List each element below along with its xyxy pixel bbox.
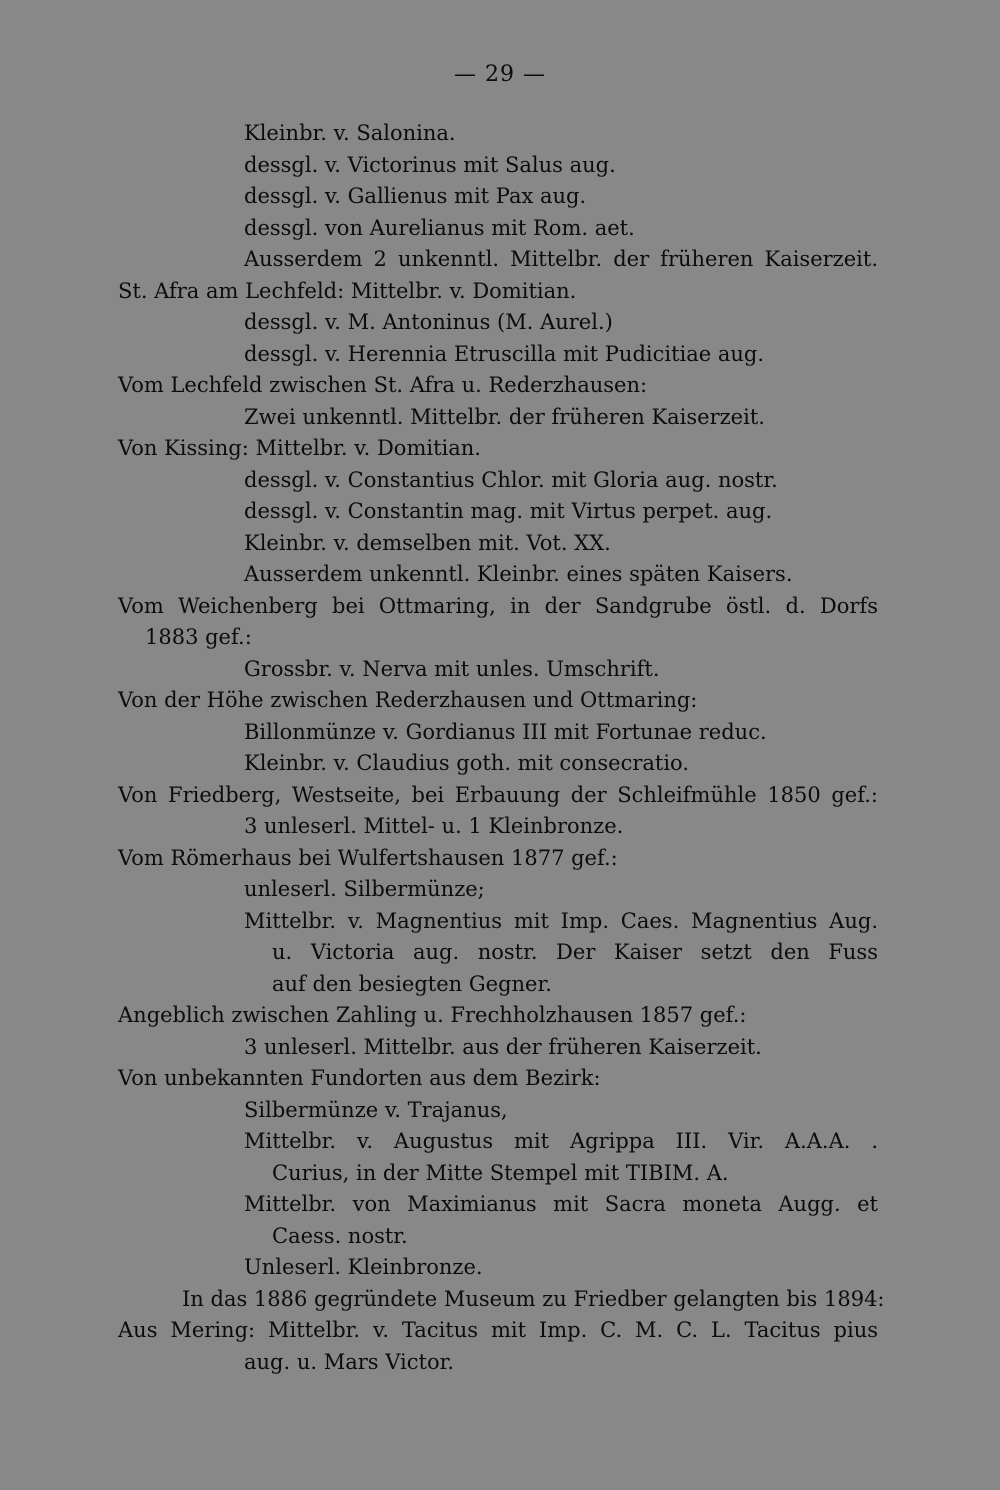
text-line bbox=[0, 717, 1000, 749]
text-line-content: auf den besiegten Gegner. bbox=[272, 971, 552, 996]
text-line-content: dessgl. v. M. Antoninus (M. Aurel.) bbox=[244, 310, 613, 334]
text-line bbox=[0, 1063, 1000, 1095]
text-line bbox=[0, 339, 1000, 371]
text-line-content: Ausserdem 2 unkenntl. Mittelbr. der früheren Kaiserzeit. bbox=[244, 247, 878, 271]
text-line-content: unleserl. Silbermünze; bbox=[244, 877, 485, 901]
text-line bbox=[0, 1347, 1000, 1379]
text-line-content: Vom Lechfeld zwischen St. Afra u. Rederzhausen: bbox=[118, 373, 648, 397]
text-line-content: dessgl. v. Gallienus mit Pax aug. bbox=[244, 184, 587, 208]
text-line-content: Grossbr. v. Nerva mit unles. Umschrift. bbox=[244, 656, 660, 681]
text-line-content: Angeblich zwischen Zahling u. Frechholzhausen 1857 gef.: bbox=[118, 1003, 747, 1027]
text-line bbox=[0, 748, 1000, 780]
text-line-content: St. Afra am Lechfeld: Mittelbr. v. Domitian. bbox=[118, 278, 577, 303]
text-line bbox=[0, 433, 1000, 465]
text-line-content: Mittelbr. v. Augustus mit Agrippa III. Vir. A.A.A. . bbox=[244, 1129, 878, 1153]
text-body bbox=[0, 118, 1000, 1378]
text-line bbox=[0, 528, 1000, 560]
text-line-content: 1883 gef.: bbox=[145, 625, 252, 649]
text-line-content: Kleinbr. v. demselben mit. Vot. XX. bbox=[244, 530, 611, 555]
text-line bbox=[0, 780, 1000, 812]
text-line-content: Curius, in der Mitte Stempel mit TIBIM. A. bbox=[272, 1160, 729, 1185]
text-line bbox=[0, 1000, 1000, 1032]
text-line-content: Vom Weichenberg bei Ottmaring, in der Sandgrube östl. d. Dorfs bbox=[118, 593, 878, 618]
text-line bbox=[0, 1284, 1000, 1316]
text-line bbox=[0, 906, 1000, 938]
text-line-content: Kleinbr. v. Salonina. bbox=[244, 121, 456, 145]
text-line-content: 3 unleserl. Mittelbr. aus der früheren Kaiserzeit. bbox=[244, 1034, 762, 1059]
text-line bbox=[0, 559, 1000, 591]
text-line bbox=[0, 1315, 1000, 1347]
text-line-content: Von Kissing: Mittelbr. v. Domitian. bbox=[118, 436, 481, 460]
text-line-content: aug. u. Mars Victor. bbox=[244, 1349, 454, 1374]
text-line bbox=[0, 1221, 1000, 1253]
text-line bbox=[0, 1189, 1000, 1221]
text-line bbox=[0, 1032, 1000, 1064]
text-line bbox=[0, 811, 1000, 843]
text-line bbox=[0, 276, 1000, 308]
text-line-content: Ausserdem unkenntl. Kleinbr. eines späten Kaisers. bbox=[244, 562, 793, 586]
text-line-content: Vom Römerhaus bei Wulfertshausen 1877 gef.: bbox=[118, 845, 618, 870]
text-line-content: Billonmünze v. Gordianus III mit Fortunae reduc. bbox=[244, 719, 767, 744]
text-line-content: Von der Höhe zwischen Rederzhausen und Ottmaring: bbox=[118, 688, 698, 712]
text-line bbox=[0, 465, 1000, 497]
text-line-content: Von Friedberg, Westseite, bei Erbauung der Schleifmühle 1850 gef.: bbox=[118, 782, 878, 807]
text-line-content: dessgl. v. Constantin mag. mit Virtus perpet. aug. bbox=[244, 499, 773, 523]
text-line bbox=[0, 1095, 1000, 1127]
text-line-content: In das 1886 gegründete Museum zu Friedber gelangten bis 1894: bbox=[182, 1286, 885, 1311]
text-line-content: dessgl. von Aurelianus mit Rom. aet. bbox=[244, 215, 635, 240]
text-line-content: Caess. nostr. bbox=[272, 1223, 408, 1248]
text-line-content: dessgl. v. Herennia Etruscilla mit Pudicitiae aug. bbox=[244, 341, 765, 366]
text-line bbox=[0, 150, 1000, 182]
text-line bbox=[0, 244, 1000, 276]
text-line bbox=[0, 843, 1000, 875]
text-line bbox=[0, 1158, 1000, 1190]
text-line-content: dessgl. v. Victorinus mit Salus aug. bbox=[244, 152, 616, 177]
text-line-content: Zwei unkenntl. Mittelbr. der früheren Kaiserzeit. bbox=[244, 404, 765, 429]
text-line bbox=[0, 591, 1000, 623]
text-line-content: u. Victoria aug. nostr. Der Kaiser setzt den Fuss bbox=[272, 940, 878, 964]
text-line bbox=[0, 937, 1000, 969]
text-line-content: Mittelbr. v. Magnentius mit Imp. Caes. Magnentius Aug. bbox=[244, 908, 878, 933]
text-line bbox=[0, 118, 1000, 150]
text-line-content: Silbermünze v. Trajanus, bbox=[244, 1097, 508, 1122]
text-line-content: Von unbekannten Fundorten aus dem Bezirk: bbox=[118, 1066, 601, 1090]
text-line-content: dessgl. v. Constantius Chlor. mit Gloria aug. nostr. bbox=[244, 467, 778, 492]
text-line-content: Aus Mering: Mittelbr. v. Tacitus mit Imp. C. M. C. L. Tacitus pius bbox=[118, 1318, 878, 1342]
text-line bbox=[0, 1252, 1000, 1284]
text-line bbox=[0, 402, 1000, 434]
text-line bbox=[0, 874, 1000, 906]
text-line-content: Mittelbr. von Maximianus mit Sacra moneta Augg. et bbox=[244, 1192, 878, 1216]
text-line bbox=[0, 213, 1000, 245]
text-line bbox=[0, 307, 1000, 339]
text-line bbox=[0, 181, 1000, 213]
text-line-content: 3 unleserl. Mittel- u. 1 Kleinbronze. bbox=[244, 814, 624, 838]
text-line-content: Kleinbr. v. Claudius goth. mit consecratio. bbox=[244, 751, 689, 775]
text-line bbox=[0, 969, 1000, 1001]
page-number: — 29 — bbox=[454, 62, 546, 87]
text-line-content: Unleserl. Kleinbronze. bbox=[244, 1255, 483, 1279]
text-line bbox=[0, 370, 1000, 402]
text-line bbox=[0, 496, 1000, 528]
text-line bbox=[0, 685, 1000, 717]
text-line bbox=[0, 1126, 1000, 1158]
text-line bbox=[0, 654, 1000, 686]
text-line bbox=[0, 622, 1000, 654]
